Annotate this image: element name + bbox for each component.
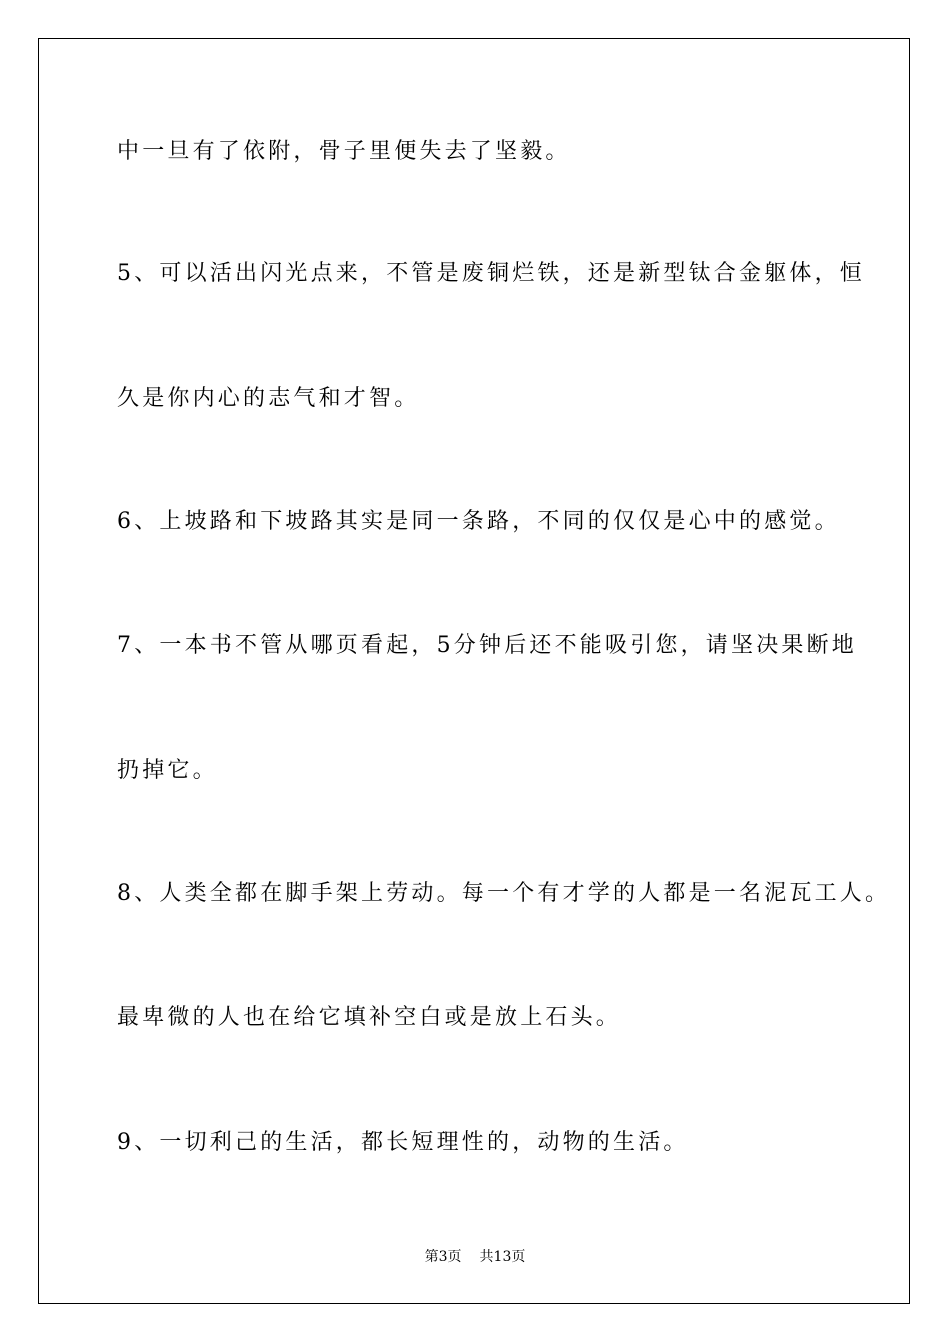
- page-footer: [0, 1248, 950, 1266]
- text-line: 9、一切利己的生活，都长短理性的，动物的生活。: [117, 1130, 689, 1155]
- text-line: 久是你内心的志气和才智。: [117, 386, 420, 411]
- text-line: 8、人类全都在脚手架上劳动。每一个有才学的人都是一名泥瓦工人。: [117, 881, 891, 906]
- page-number: 第3页: [424, 1249, 462, 1265]
- text-line: 5、可以活出闪光点来，不管是废铜烂铁，还是新型钛合金躯体，恒: [117, 261, 865, 286]
- text-line: 最卑微的人也在给它填补空白或是放上石头。: [117, 1005, 622, 1030]
- text-line: 中一旦有了依附，骨子里便失去了坚毅。: [117, 139, 571, 164]
- total-pages: 共13页: [479, 1249, 526, 1265]
- text-line: 7、一本书不管从哪页看起，5分钟后还不能吸引您，请坚决果断地: [117, 633, 857, 658]
- page-border: [38, 38, 910, 1304]
- text-line: 扔掉它。: [117, 758, 218, 783]
- text-line: 6、上坡路和下坡路其实是同一条路，不同的仅仅是心中的感觉。: [117, 509, 840, 534]
